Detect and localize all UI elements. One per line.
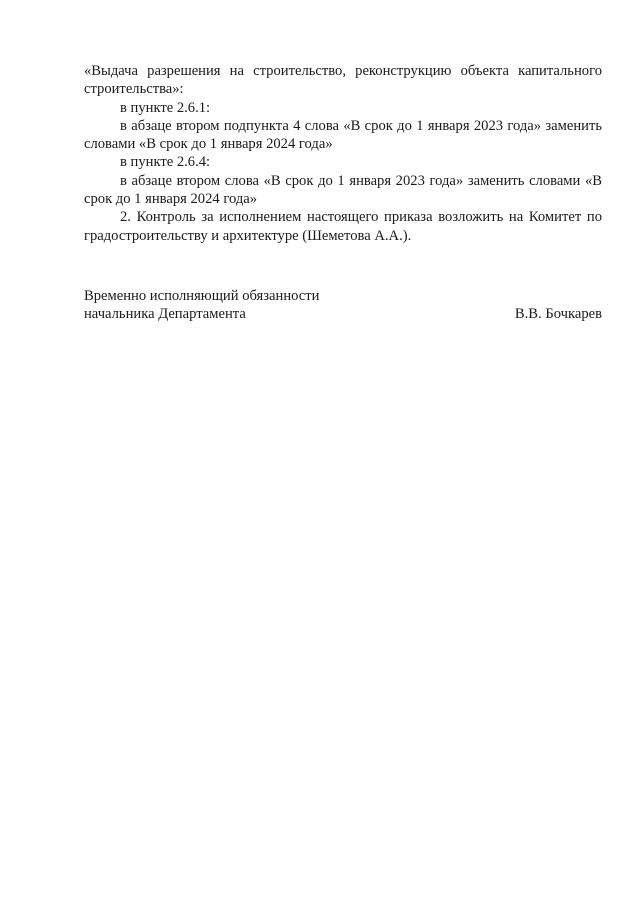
signatory-position-line2: начальника Департамента [84, 306, 246, 323]
clause-2-6-1-heading: в пункте 2.6.1: [120, 99, 211, 116]
clause-2-6-4-heading: в пункте 2.6.4: [120, 154, 211, 171]
signature-block [84, 287, 602, 324]
clause-2-6-1-amendment: в абзаце втором подпункта 4 слова «В срок до 1 января 2023 года» заменить словами «В срок до 1 января 2024 года» [84, 117, 602, 153]
signature-row [84, 305, 602, 323]
service-name-paragraph: «Выдача разрешения на строительство, реконструкцию объекта капитального строительства»: [84, 63, 602, 98]
signatory-name: В.В. Бочкарев [514, 306, 602, 323]
signatory-position-line1: Временно исполняющий обязанности [84, 288, 320, 304]
document-body [84, 62, 602, 245]
control-clause-paragraph: 2. Контроль за исполнением настоящего приказа возложить на Комитет по градостроительству и архитектуре (Шеметова А.А.). [84, 209, 602, 244]
clause-2-6-4-amendment: в абзаце втором слова «В срок до 1 января 2023 года» заменить словами «В срок до 1 января 2024 года» [84, 172, 602, 208]
